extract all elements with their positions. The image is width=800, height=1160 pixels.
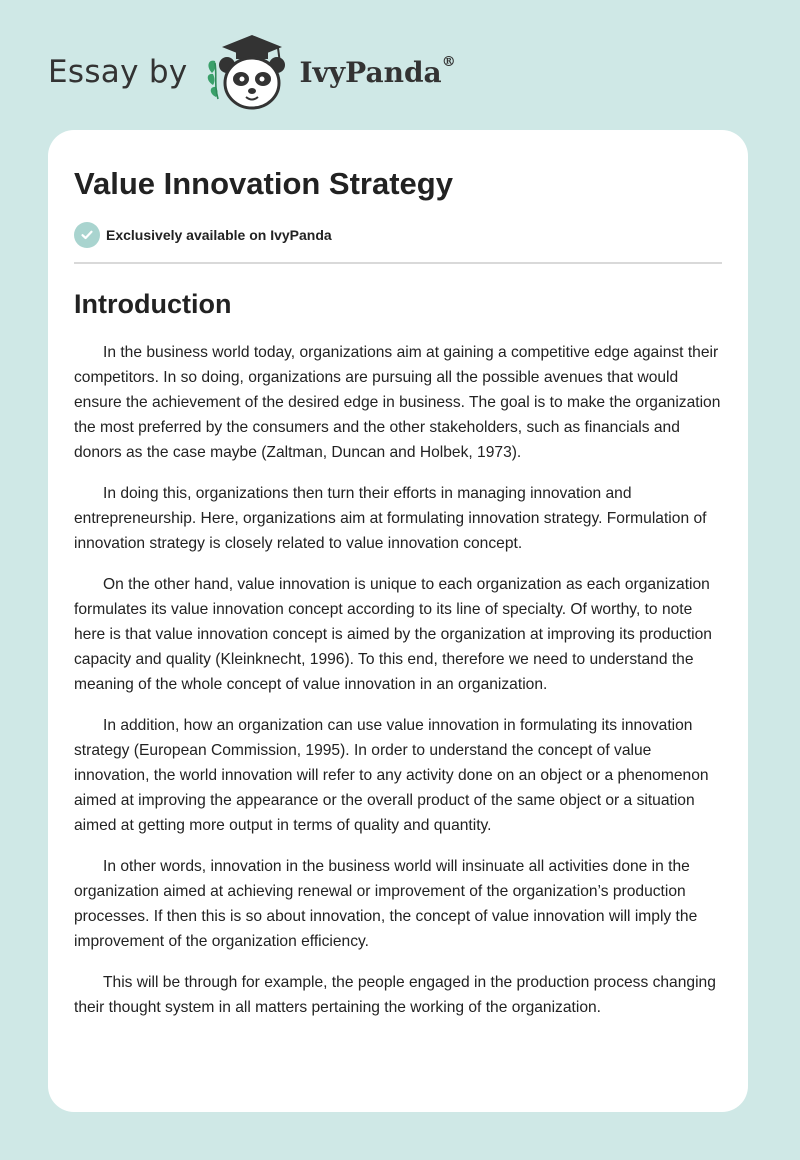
essay-card bbox=[48, 130, 748, 1112]
paragraph: This will be through for example, the people engaged in the production process changing their thought system in all matters pertaining the working of the organization. bbox=[74, 974, 716, 1016]
panda-graduate-logo-icon bbox=[202, 33, 298, 111]
essay-by-label: Essay by bbox=[48, 54, 188, 90]
paragraph: In the business world today, organizations aim at gaining a competitive edge against their competitors. In so doing, organizations are pursuing all the possible avenues that would ensure the achievement of the desired edge in business. The goal is to make the organization the most preferred by the consumers and the other stakeholders, such as financials and donors as the case maybe (Zaltman, Duncan and Holbek, 1973). bbox=[74, 344, 721, 461]
brand-name: IvyPanda® bbox=[299, 53, 456, 89]
badge-label: Exclusively available on IvyPanda bbox=[106, 227, 332, 243]
brand-logo[interactable] bbox=[202, 33, 456, 111]
site-header bbox=[48, 36, 488, 108]
paragraph: On the other hand, value innovation is unique to each organization as each organization formulates its value innovation concept according to its line of specialty. Of worthy, to note here is that value innovation concept is aimed by the organization at improving its production capacity and quality (Kleinknecht, 1996). To this end, therefore we need to understand the meaning of the whole concept of value innovation in an organization. bbox=[74, 576, 712, 693]
article-body bbox=[74, 340, 722, 1020]
exclusive-badge bbox=[74, 222, 722, 248]
divider bbox=[74, 262, 722, 264]
paragraph: In other words, innovation in the business world will insinuate all activities done in the organization aimed at achieving renewal or improvement of the organization’s production processes. If then this is so about innovation, the concept of value innovation will imply the improvement of the organization efficiency. bbox=[74, 858, 698, 950]
paragraph: In doing this, organizations then turn their efforts in managing innovation and entrepreneurship. Here, organizations aim at formulating innovation strategy. Formulation of innovation strategy is closely related to value innovation concept. bbox=[74, 485, 707, 552]
check-circle-icon bbox=[74, 222, 100, 248]
section-heading: Introduction bbox=[74, 289, 232, 319]
page-title: Value Innovation Strategy bbox=[74, 166, 453, 201]
paragraph: In addition, how an organization can use value innovation in formulating its innovation strategy (European Commission, 1995). In order to understand the concept of value innovation, the world innovation will refer to any activity done on an object or a phenomenon aimed at improving the appearance or the overall product of the same object or a situation aimed at getting more output in terms of quality and quantity. bbox=[74, 717, 709, 834]
